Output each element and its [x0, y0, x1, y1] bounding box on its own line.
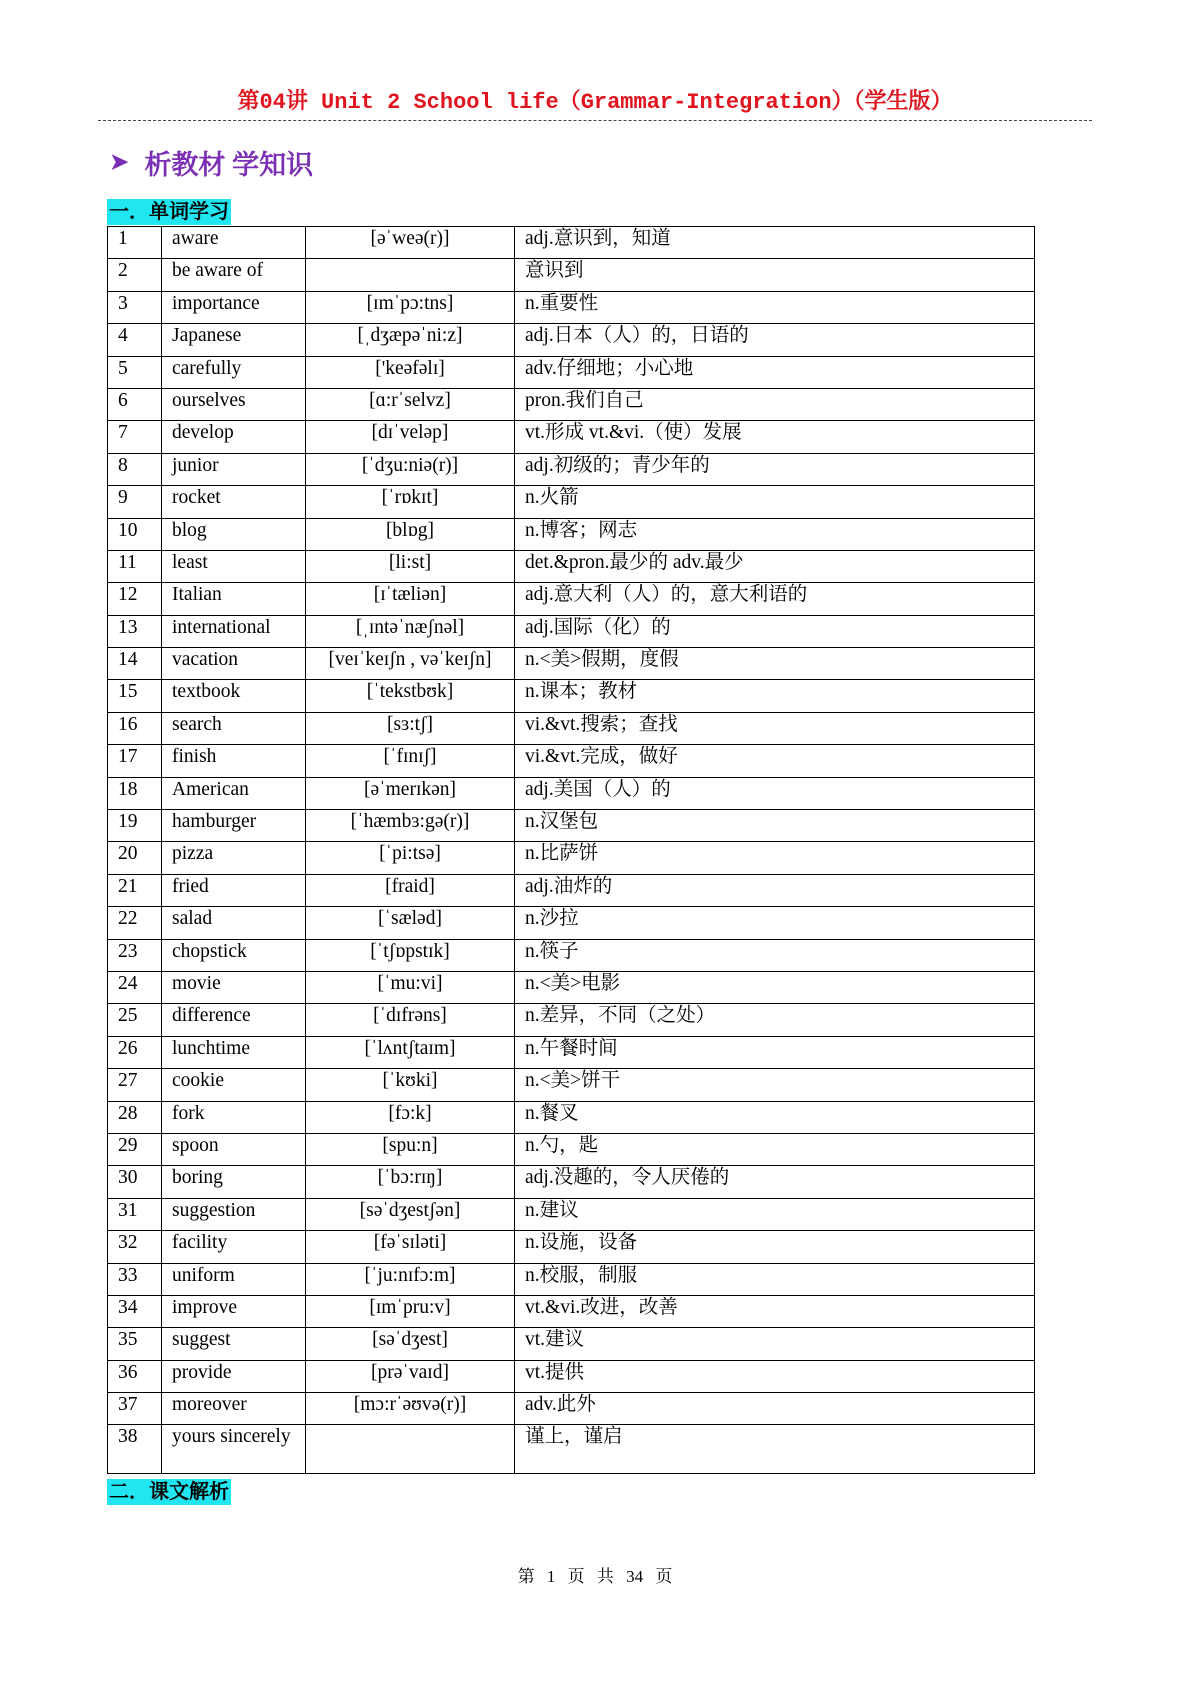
meaning-cell: vi.&vt.搜索；查找 — [515, 712, 1035, 744]
meaning-cell: n.汉堡包 — [515, 810, 1035, 842]
footer-label: 共 — [596, 1567, 614, 1586]
row-number: 14 — [108, 648, 162, 680]
word-cell: textbook — [162, 680, 306, 712]
phonetic-cell: [ˈdɪfrəns] — [306, 1004, 515, 1036]
table-row — [108, 1328, 1035, 1360]
row-number: 27 — [108, 1069, 162, 1101]
word-cell: fried — [162, 874, 306, 906]
phonetic-cell: [ˈpi:tsə] — [306, 842, 515, 874]
meaning-cell: 谨上，谨启 — [515, 1425, 1035, 1474]
table-row — [108, 550, 1035, 582]
table-row — [108, 1231, 1035, 1263]
table-row — [108, 1393, 1035, 1425]
phonetic-cell: [ˈdʒu:niə(r)] — [306, 453, 515, 485]
word-cell: spoon — [162, 1133, 306, 1165]
word-cell: uniform — [162, 1263, 306, 1295]
word-cell: improve — [162, 1295, 306, 1327]
table-row — [108, 1133, 1035, 1165]
phonetic-cell: [ɪmˈpɔ:tns] — [306, 291, 515, 323]
total-pages: 34 — [626, 1567, 644, 1586]
phonetic-cell: [ɑ:rˈselvz] — [306, 388, 515, 420]
meaning-cell: n.差异，不同（之处） — [515, 1004, 1035, 1036]
word-cell: fork — [162, 1101, 306, 1133]
table-row — [108, 1263, 1035, 1295]
word-cell: salad — [162, 907, 306, 939]
row-number: 6 — [108, 388, 162, 420]
meaning-cell: n.课本；教材 — [515, 680, 1035, 712]
meaning-cell: n.重要性 — [515, 291, 1035, 323]
table-row — [108, 810, 1035, 842]
meaning-cell: n.筷子 — [515, 939, 1035, 971]
word-cell: suggestion — [162, 1198, 306, 1230]
word-cell: finish — [162, 745, 306, 777]
table-row — [108, 453, 1035, 485]
section-heading-text: 析教材 学知识 — [144, 149, 314, 180]
word-cell: difference — [162, 1004, 306, 1036]
table-row — [108, 421, 1035, 453]
word-cell: search — [162, 712, 306, 744]
phonetic-cell: [ˌɪntəˈnæʃnəl] — [306, 615, 515, 647]
word-cell: develop — [162, 421, 306, 453]
meaning-cell: n.博客；网志 — [515, 518, 1035, 550]
page-number: 1 — [546, 1567, 556, 1586]
phonetic-cell: [ˈtʃɒpstɪk] — [306, 939, 515, 971]
table-row — [108, 1101, 1035, 1133]
page-footer — [0, 1562, 1190, 1587]
phonetic-cell: [ˈfɪnɪʃ] — [306, 745, 515, 777]
table-row — [108, 1198, 1035, 1230]
word-cell: suggest — [162, 1328, 306, 1360]
table-row — [108, 777, 1035, 809]
table-row — [108, 680, 1035, 712]
row-number: 23 — [108, 939, 162, 971]
phonetic-cell: [dɪˈveləp] — [306, 421, 515, 453]
meaning-cell: n.设施，设备 — [515, 1231, 1035, 1263]
word-cell: least — [162, 550, 306, 582]
row-number: 30 — [108, 1166, 162, 1198]
phonetic-cell — [306, 1425, 515, 1474]
table-row — [108, 939, 1035, 971]
meaning-cell: adj.没趣的，令人厌倦的 — [515, 1166, 1035, 1198]
table-row — [108, 1425, 1035, 1474]
row-number: 5 — [108, 356, 162, 388]
meaning-cell: vt.&vi.改进，改善 — [515, 1295, 1035, 1327]
phonetic-cell: [fraid] — [306, 874, 515, 906]
row-number: 10 — [108, 518, 162, 550]
meaning-cell: adj.日本（人）的，日语的 — [515, 324, 1035, 356]
phonetic-cell: [ɪˈtæliən] — [306, 583, 515, 615]
row-number: 8 — [108, 453, 162, 485]
meaning-cell: n.<美>电影 — [515, 971, 1035, 1003]
row-number: 21 — [108, 874, 162, 906]
text-analysis-section-tag: 二．课文解析 — [109, 1481, 229, 1503]
meaning-cell: n.勺，匙 — [515, 1133, 1035, 1165]
meaning-cell: n.午餐时间 — [515, 1036, 1035, 1068]
word-cell: American — [162, 777, 306, 809]
row-number: 36 — [108, 1360, 162, 1392]
footer-label: 页 — [567, 1567, 585, 1586]
word-cell: vacation — [162, 648, 306, 680]
word-cell: boring — [162, 1166, 306, 1198]
row-number: 35 — [108, 1328, 162, 1360]
phonetic-cell: [blɒg] — [306, 518, 515, 550]
table-row — [108, 648, 1035, 680]
row-number: 13 — [108, 615, 162, 647]
meaning-cell: det.&pron.最少的 adv.最少 — [515, 550, 1035, 582]
row-number: 17 — [108, 745, 162, 777]
phonetic-cell: [fɔ:k] — [306, 1101, 515, 1133]
word-cell: Japanese — [162, 324, 306, 356]
phonetic-cell: [ˈhæmbɜ:gə(r)] — [306, 810, 515, 842]
phonetic-cell: [sɜ:tʃ] — [306, 712, 515, 744]
word-cell: carefully — [162, 356, 306, 388]
phonetic-cell: [ɪmˈpru:v] — [306, 1295, 515, 1327]
word-cell: movie — [162, 971, 306, 1003]
row-number: 28 — [108, 1101, 162, 1133]
table-row — [108, 1036, 1035, 1068]
table-row — [108, 1004, 1035, 1036]
row-number: 37 — [108, 1393, 162, 1425]
row-number: 18 — [108, 777, 162, 809]
table-row — [108, 615, 1035, 647]
word-cell: yours sincerely — [162, 1425, 306, 1474]
word-cell: blog — [162, 518, 306, 550]
word-cell: hamburger — [162, 810, 306, 842]
row-number: 1 — [108, 227, 162, 259]
phonetic-cell: [səˈdʒestʃən] — [306, 1198, 515, 1230]
table-row — [108, 842, 1035, 874]
phonetic-cell: [li:st] — [306, 550, 515, 582]
row-number: 3 — [108, 291, 162, 323]
row-number: 11 — [108, 550, 162, 582]
row-number: 19 — [108, 810, 162, 842]
row-number: 32 — [108, 1231, 162, 1263]
meaning-cell: adj.意识到，知道 — [515, 227, 1035, 259]
meaning-cell: vt.提供 — [515, 1360, 1035, 1392]
phonetic-cell: [ˈmu:vi] — [306, 971, 515, 1003]
meaning-cell: n.<美>饼干 — [515, 1069, 1035, 1101]
row-number: 33 — [108, 1263, 162, 1295]
word-cell: junior — [162, 453, 306, 485]
row-number: 15 — [108, 680, 162, 712]
table-row — [108, 518, 1035, 550]
phonetic-cell: [ˌdʒæpəˈni:z] — [306, 324, 515, 356]
meaning-cell: n.餐叉 — [515, 1101, 1035, 1133]
meaning-cell: adj.初级的；青少年的 — [515, 453, 1035, 485]
word-cell: chopstick — [162, 939, 306, 971]
table-row — [108, 356, 1035, 388]
meaning-cell: adj.美国（人）的 — [515, 777, 1035, 809]
meaning-cell: n.建议 — [515, 1198, 1035, 1230]
arrow-right-icon: ➤ — [110, 149, 129, 174]
row-number: 12 — [108, 583, 162, 615]
table-row — [108, 259, 1035, 291]
table-row — [108, 1295, 1035, 1327]
table-row — [108, 874, 1035, 906]
row-number: 2 — [108, 259, 162, 291]
phonetic-cell: [ˈtekstbʊk] — [306, 680, 515, 712]
phonetic-cell: [spu:n] — [306, 1133, 515, 1165]
word-cell: provide — [162, 1360, 306, 1392]
table-row — [108, 971, 1035, 1003]
document-title: 第04讲 Unit 2 School life（Grammar-Integration）（学生版） — [237, 90, 953, 115]
table-row — [108, 907, 1035, 939]
phonetic-cell: [mɔ:rˈəʊvə(r)] — [306, 1393, 515, 1425]
meaning-cell: n.火箭 — [515, 486, 1035, 518]
page-header — [98, 82, 1092, 121]
phonetic-cell: [veɪˈkeɪʃn , vəˈkeɪʃn] — [306, 648, 515, 680]
phonetic-cell: [ˈkʊki] — [306, 1069, 515, 1101]
row-number: 16 — [108, 712, 162, 744]
phonetic-cell: [ˈrɒkɪt] — [306, 486, 515, 518]
phonetic-cell: [ˈju:nɪfɔ:m] — [306, 1263, 515, 1295]
row-number: 22 — [108, 907, 162, 939]
meaning-cell: n.<美>假期，度假 — [515, 648, 1035, 680]
word-cell: aware — [162, 227, 306, 259]
phonetic-cell: [əˈweə(r)] — [306, 227, 515, 259]
table-row — [108, 324, 1035, 356]
meaning-cell: adv.仔细地；小心地 — [515, 356, 1035, 388]
table-row — [108, 1166, 1035, 1198]
meaning-cell: pron.我们自己 — [515, 388, 1035, 420]
word-cell: cookie — [162, 1069, 306, 1101]
meaning-cell: adv.此外 — [515, 1393, 1035, 1425]
phonetic-cell: [fəˈsɪləti] — [306, 1231, 515, 1263]
table-row — [108, 227, 1035, 259]
footer-label: 第 — [517, 1567, 535, 1586]
phonetic-cell: ['keəfəlɪ] — [306, 356, 515, 388]
meaning-cell: adj.意大利（人）的，意大利语的 — [515, 583, 1035, 615]
row-number: 31 — [108, 1198, 162, 1230]
meaning-cell: adj.国际（化）的 — [515, 615, 1035, 647]
footer-label: 页 — [655, 1567, 673, 1586]
meaning-cell: n.沙拉 — [515, 907, 1035, 939]
row-number: 20 — [108, 842, 162, 874]
phonetic-cell — [306, 259, 515, 291]
table-row — [108, 388, 1035, 420]
section-heading — [110, 142, 313, 182]
table-row — [108, 1069, 1035, 1101]
meaning-cell: vt.建议 — [515, 1328, 1035, 1360]
meaning-cell: n.比萨饼 — [515, 842, 1035, 874]
meaning-cell: adj.油炸的 — [515, 874, 1035, 906]
meaning-cell: n.校服，制服 — [515, 1263, 1035, 1295]
word-cell: importance — [162, 291, 306, 323]
vocab-table — [107, 226, 1035, 1474]
row-number: 25 — [108, 1004, 162, 1036]
meaning-cell: 意识到 — [515, 259, 1035, 291]
row-number: 34 — [108, 1295, 162, 1327]
table-row — [108, 486, 1035, 518]
word-cell: international — [162, 615, 306, 647]
word-cell: lunchtime — [162, 1036, 306, 1068]
phonetic-cell: [əˈmerɪkən] — [306, 777, 515, 809]
word-cell: be aware of — [162, 259, 306, 291]
row-number: 4 — [108, 324, 162, 356]
word-cell: rocket — [162, 486, 306, 518]
row-number: 9 — [108, 486, 162, 518]
meaning-cell: vi.&vt.完成，做好 — [515, 745, 1035, 777]
row-number: 7 — [108, 421, 162, 453]
word-cell: ourselves — [162, 388, 306, 420]
word-cell: facility — [162, 1231, 306, 1263]
word-cell: moreover — [162, 1393, 306, 1425]
row-number: 24 — [108, 971, 162, 1003]
meaning-cell: vt.形成 vt.&vi.（使）发展 — [515, 421, 1035, 453]
phonetic-cell: [prəˈvaɪd] — [306, 1360, 515, 1392]
row-number: 38 — [108, 1425, 162, 1474]
word-cell: Italian — [162, 583, 306, 615]
word-cell: pizza — [162, 842, 306, 874]
table-row — [108, 712, 1035, 744]
row-number: 29 — [108, 1133, 162, 1165]
table-row — [108, 583, 1035, 615]
table-row — [108, 291, 1035, 323]
table-row — [108, 1360, 1035, 1392]
row-number: 26 — [108, 1036, 162, 1068]
phonetic-cell: [ˈlʌntʃtaɪm] — [306, 1036, 515, 1068]
phonetic-cell: [ˈsæləd] — [306, 907, 515, 939]
phonetic-cell: [səˈdʒest] — [306, 1328, 515, 1360]
vocab-section-tag: 一．单词学习 — [109, 201, 229, 223]
phonetic-cell: [ˈbɔ:rɪŋ] — [306, 1166, 515, 1198]
table-row — [108, 745, 1035, 777]
